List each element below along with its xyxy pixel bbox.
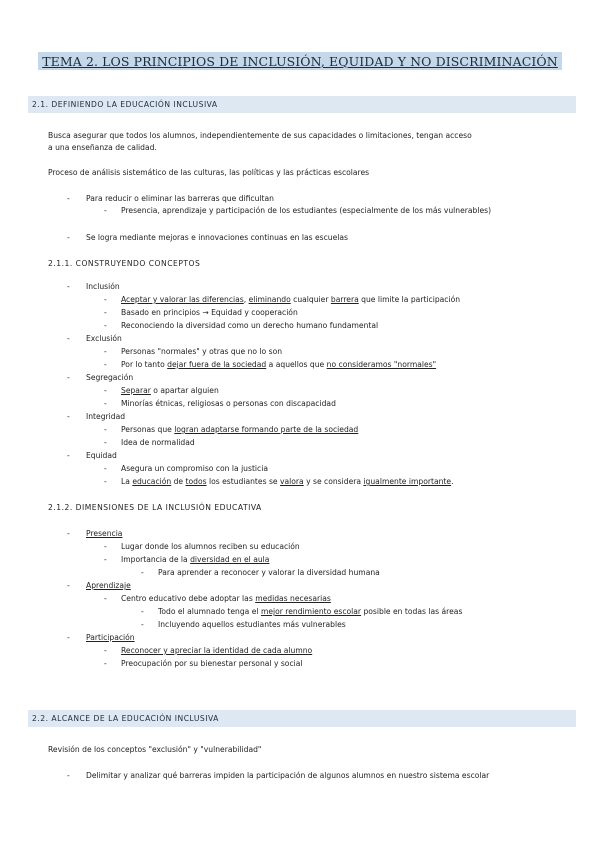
subheading-2-1-1: 2.1.1. CONSTRUYENDO CONCEPTOS [48, 259, 201, 268]
bullet-dash: - [141, 620, 144, 629]
bullet-dash: - [104, 386, 107, 395]
concept-integridad: Integridad [86, 412, 126, 421]
bullet-mejoras: Se logra mediante mejoras e innovaciones continuas en las escuelas [86, 233, 348, 242]
bullet-dash: - [67, 633, 70, 642]
bullet-dash: - [67, 282, 70, 291]
section2-bullet-1: Delimitar y analizar qué barreras impiden la participación de algunos alumnos en nuestro sistema escolar [86, 771, 490, 780]
inclusion-item-2: Basado en principios → Equidad y cooperación [121, 308, 298, 317]
segregacion-item-2: Minorías étnicas, religiosas o personas con discapacidad [121, 399, 336, 408]
equidad-item-2: La educación de todos los estudiantes se valora y se considera igualmente importante. [121, 477, 454, 486]
participacion-item-1: Reconocer y apreciar la identidad de cada alumno [121, 646, 313, 655]
concept-segregacion: Segregación [86, 373, 134, 382]
concept-equidad: Equidad [86, 451, 117, 460]
bullet-dash: - [67, 373, 70, 382]
inclusion-item-3: Reconociendo la diversidad como un derecho humano fundamental [121, 321, 379, 330]
section-heading-2-2: 2.2. ALCANCE DE LA EDUCACIÓN INCLUSIVA [28, 710, 576, 727]
bullet-dash: - [104, 347, 107, 356]
page-title: TEMA 2. LOS PRINCIPIOS DE INCLUSIÓN, EQUIDAD Y NO DISCRIMINACIÓN [38, 52, 562, 70]
bullet-dash: - [104, 308, 107, 317]
bullet-dash: - [141, 607, 144, 616]
bullet-dash: - [104, 399, 107, 408]
bullet-dash: - [104, 438, 107, 447]
title-wrap [0, 51, 600, 70]
bullet-dash: - [67, 334, 70, 343]
bullet-reducir: Para reducir o eliminar las barreras que dificultan [86, 194, 274, 203]
bullet-dash: - [104, 542, 107, 551]
bullet-presencia-aprendizaje: Presencia, aprendizaje y participación de los estudiantes (especialmente de los más vulnerables) [121, 206, 492, 215]
paragraph-1a: Busca asegurar que todos los alumnos, independientemente de sus capacidades o limitaciones, tengan acceso [48, 131, 472, 140]
bullet-dash: - [104, 295, 107, 304]
concept-exclusion: Exclusión [86, 334, 122, 343]
bullet-dash: - [104, 646, 107, 655]
bullet-dash: - [67, 771, 70, 780]
bullet-dash: - [67, 233, 70, 242]
bullet-dash: - [104, 321, 107, 330]
bullet-dash: - [67, 451, 70, 460]
dimension-participacion: Participación [86, 633, 135, 642]
paragraph-1b: a una enseñanza de calidad. [48, 143, 157, 152]
aprendizaje-item-1a: Todo el alumnado tenga el mejor rendimiento escolar posible en todas las áreas [158, 607, 463, 616]
bullet-dash: - [67, 412, 70, 421]
segregacion-item-1: Separar o apartar alguien [121, 386, 219, 395]
bullet-dash: - [104, 555, 107, 564]
bullet-dash: - [104, 206, 107, 215]
presencia-item-1: Lugar donde los alumnos reciben su educación [121, 542, 300, 551]
bullet-dash: - [104, 360, 107, 369]
bullet-dash: - [67, 529, 70, 538]
exclusion-item-1: Personas "normales" y otras que no lo son [121, 347, 283, 356]
bullet-dash: - [104, 464, 107, 473]
bullet-dash: - [67, 581, 70, 590]
integridad-item-2: Idea de normalidad [121, 438, 195, 447]
concept-inclusion: Inclusión [86, 282, 120, 291]
bullet-dash: - [104, 425, 107, 434]
exclusion-item-2: Por lo tanto dejar fuera de la sociedad a aquellos que no consideramos "normales" [121, 360, 437, 369]
bullet-dash: - [104, 477, 107, 486]
integridad-item-1: Personas que logran adaptarse formando parte de la sociedad [121, 425, 359, 434]
dimension-aprendizaje: Aprendizaje [86, 581, 131, 590]
bullet-dash: - [104, 594, 107, 603]
section2-paragraph-1: Revisión de los conceptos "exclusión" y "vulnerabilidad" [48, 745, 262, 754]
presencia-item-2a: Para aprender a reconocer y valorar la diversidad humana [158, 568, 380, 577]
aprendizaje-item-1b: Incluyendo aquellos estudiantes más vulnerables [158, 620, 346, 629]
dimension-presencia: Presencia [86, 529, 123, 538]
paragraph-2: Proceso de análisis sistemático de las culturas, las políticas y las prácticas escolares [48, 168, 370, 177]
bullet-dash: - [104, 659, 107, 668]
inclusion-item-1: Aceptar y valorar las diferencias, eliminando cualquier barrera que limite la participación [121, 295, 461, 304]
aprendizaje-item-1: Centro educativo debe adoptar las medidas necesarias [121, 594, 331, 603]
equidad-item-1: Asegura un compromiso con la justicia [121, 464, 268, 473]
subheading-2-1-2: 2.1.2. DIMENSIONES DE LA INCLUSIÓN EDUCATIVA [48, 503, 262, 512]
presencia-item-2: Importancia de la diversidad en el aula [121, 555, 270, 564]
section-heading-2-1: 2.1. DEFINIENDO LA EDUCACIÓN INCLUSIVA [28, 96, 576, 113]
bullet-dash: - [141, 568, 144, 577]
participacion-item-2: Preocupación por su bienestar personal y social [121, 659, 303, 668]
bullet-dash: - [67, 194, 70, 203]
